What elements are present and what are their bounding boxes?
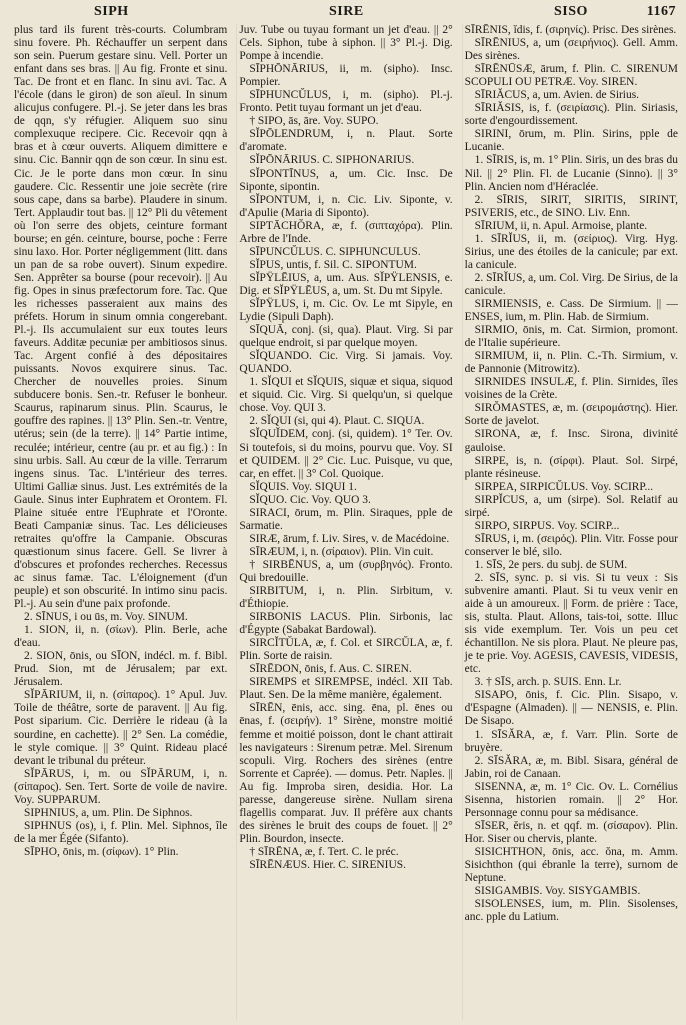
dictionary-entry: SISOLENSES, ium, m. Plin. Sisolenses, anc. pple du Latium.	[464, 898, 678, 924]
dictionary-entry: SĪSER, ĕris, n. et qqf. m. (σίσαρον). Plin. Hor. Siser ou chervis, plante.	[464, 819, 678, 845]
column-middle	[236, 24, 452, 1020]
running-header	[14, 4, 676, 24]
dictionary-entry: 2. SĪS, sync. p. si vis. Si tu veux : Sis subvenire amanti. Plaut. Si tu veux venir en aide à un amoureux. || Form. de prière : Tace, sis, stulta. Plaut. Allons, tais-toi, sotte. Illuc sis vide exemplum. Ter. Vois un peu cet échantillon. Ne sis plora. Plaut. Ne pleure pas, je te prie. Voy. AGESIS, CAVESIS, VIDESIS, etc.	[464, 571, 678, 676]
dictionary-entry: SĬPONTUM, i, n. Cic. Liv. Siponte, v. d'Apulie (Maria di Siponto).	[239, 193, 453, 219]
dictionary-entry: 3. † SĪS, arch. p. SUIS. Enn. Lr.	[474, 676, 622, 689]
dictionary-entry: SĬPUS, untis, f. Sil. C. SIPONTUM.	[249, 258, 417, 271]
dictionary-entry: † SIPO, ās, āre. Voy. SUPO.	[249, 115, 379, 128]
page-number: 1167	[646, 4, 676, 19]
dictionary-entry: SIRPE, is, n. (σίρφι). Plaut. Sol. Sirpé, plante résineuse.	[464, 454, 678, 480]
dictionary-entry: 2. SĪRĬUS, a, um. Col. Virg. De Sirius, de la canicule.	[464, 271, 678, 297]
dictionary-entry: SIRPEA, SIRPICŬLUS. Voy. SCIRP...	[474, 480, 654, 493]
dictionary-entry: 1. SĪRIS, is, m. 1° Plin. Siris, un des bras du Nil. || 2° Plin. Fl. de Lucanie (Sinno). || 3° Plin. Ancien nom d'Héraclée.	[464, 154, 678, 193]
dictionary-entry: 1. SĬQUI et SĬQUIS, siquæ et siqua, siquod et siquid. Cic. Virg. Si quelqu'un, si quelque chose. Voy. QUI 3.	[239, 376, 453, 415]
dictionary-entry: SĬQUANDO. Cic. Virg. Si jamais. Voy. QUANDO.	[239, 350, 453, 376]
dictionary-entry: SĬPŸLUS, i, m. Cic. Ov. Le mt Sipyle, en Lydie (Sipuli Daph).	[239, 297, 453, 324]
dictionary-entry: SĬQUO. Cic. Voy. QUO 3.	[249, 493, 371, 506]
dictionary-entry: SĬPONTĪNUS, a, um. Cic. Insc. De Siponte, sipontin.	[239, 167, 453, 193]
dictionary-entry: SĪRIUM, ii, n. Apul. Armoise, plante.	[474, 219, 648, 232]
dictionary-entry: SĬQUIS. Voy. SIQUI 1.	[249, 480, 357, 493]
dictionary-entry: 2. SĪNUS, i ou ūs, m. Voy. SINUM.	[24, 611, 188, 624]
dictionary-entry: SĪRĒN, ēnis, acc. sing. ēna, pl. ēnes ou ēnas, f. (σειρήν). 1° Sirène, monstre moitié femme et moitié poisson, dont le chant attirait les navigateurs : Sirenum petræ. Mel. Sirenum scopuli. Virg. Rochers des sirènes (entre Sorrente et Caprée). — domus. Petr. Naples. || Au fig. Improba siren, desidia. Hor. La paresse, dangereuse sirène. Nullam sirena flagellis comparat. Juv. Il préfère aux chants des sirènes le bruit des coups de fouet. || 2° Plin. Bourdon, insecte.	[239, 702, 453, 845]
dictionary-entry: SĪPHŌNĀRIUS, ii, m. (sipho). Insc. Pompier.	[239, 63, 453, 89]
dictionary-entry: † SIRBĒNUS, a, um (συρβηνός). Fronto. Qui bredouille.	[239, 558, 453, 584]
dictionary-entry: SĪRĒNÆUS. Hier. C. SIRENIUS.	[249, 859, 406, 871]
dictionary-entry: 1. SĪS, 2e pers. du subj. de SUM.	[474, 558, 628, 571]
dictionary-entry: SISAPO, ōnis, f. Cic. Plin. Sisapo, v. d'Espagne (Almaden). || — NENSIS, e. Plin. De Sisapo.	[464, 689, 678, 728]
dictionary-entry: SĪPHO, ōnis, m. (σίφων). 1° Plin.	[24, 845, 179, 858]
column-left	[14, 24, 227, 1020]
dictionary-entry: SIRMIENSIS, e. Cass. De Sirmium. || — ENSES, ium, m. Plin. Hab. de Sirmium.	[464, 297, 678, 324]
dictionary-entry: Juv. Tube ou tuyau formant un jet d'eau. || 2° Cels. Siphon, tube à siphon. || 3° Pl.-j. Dig. Pompe à incendie.	[239, 24, 453, 63]
dictionary-entry: SĬPŸLĒIUS, a, um. Aus. SĬPŸLENSIS, e. Dig. et SĬPŸLĒUS, a, um. St. Du mt Sipyle.	[239, 271, 453, 297]
dictionary-entry: SIRBONIS LACUS. Plin. Sirbonis, lac d'Égypte (Sabakat Bardowal).	[239, 611, 453, 637]
dictionary-entry: SIREMPS et SIREMPSE, indécl. XII Tab. Plaut. Sen. De la même manière, également.	[239, 676, 453, 702]
dictionary-entry: SIRINI, ōrum, m. Plin. Sirins, pple de Lucanie.	[464, 128, 678, 154]
dictionary-entry: SĪRIĂSIS, is, f. (σειρίασις). Plin. Siriasis, sorte d'engourdissement.	[464, 102, 678, 128]
dictionary-entry: plus tard ils furent très-courts. Columbram sinu fovere. Ph. Réchauffer un serpent dans son sein. Puerum gestare sinu. Vell. Porter un enfant dans ses bras. || Au fig. Fronte et sinu. Tac. De front et en flanc. In sinu avi. Tac. A l'école (dans le giron) de son aïeul. In sinum alicujus confugere. Pl.-j. Se jeter dans les bras de qqn, s'y réfugier. Aliquem suo sinu complexuque recipere. Cic. Recevoir qqn à bras et à cœur ouverts. Aliquem dimittere e sinu. Cic. Bannir qqn de son cœur. In sinu est. Cic. Je le porte dans mon cœur. In sinu gaudere. Cic. Ressentir une joie secrète (rire sous cape, dans sa barbe). Plaudere in sinum. Tert. Applaudir tout bas. || 12° Pli du vêtement où l'on serre des objets, ceinture formant bourse; en gén. ceinture, bourse, poche : Ferre sinu laxo. Hor. Porter négligemment (litt. dans un pan de sa robe ouvert). Sinum expedire. Sen. Apprêter sa bourse (pour recevoir). || Au fig. Opes in sinus præfectorum fore. Tac. Que les richesses passeraient aux mains des préfets. Horum in sinum omnia congerebant. Pl.-j. Ils accumulaient sur eux toutes leurs faveurs. Additæ pecuniæ per ambitiosos sinus. Tac. Argent confié à des dépositaires puissants. Novos exquirere sinus. Tac. Chercher de nouvelles proies. Sinum subducere bonis. Sen.-tr. Refuser le bonheur. Scaurus, rapinarum sinus. Plin. Scaurus, le gouffre des rapines. || 13° Plin. Sen.-tr. Ventre, utérus; sein (de la terre). || 14° Partie intime, reculée; intérieur, centre (au pr. et au fig.) : In sinu urbis. Sall. Au cœur de la ville. Terrarum ingens sinus. Tac. L'intérieur des terres. Ultimi Galliæ sinus. Just. Les extrémités de la Gaule. Sinus inter Euphratem et Orontem. Fl. Plaine située entre l'Euphrate et l'Oronte. Beati Campaniæ sinus. Tac. Les délicieuses retraites qu'offre la Campanie. Obscuras quæstionum sinus facere. Gell. Se livrer à d'obscures et profondes recherches. Recessus ac sinus famæ. Tac. L'éloignement (d'un peuple) et son obscurité. In intimo sinu pacis. Pl.-j. Au sein d'une paix profonde.	[14, 24, 228, 611]
text-columns	[14, 24, 678, 1020]
header-right-guide-word: SISO	[554, 4, 588, 19]
dictionary-entry: SĪRĒNŪSÆ, ārum, f. Plin. C. SIRENUM SCOPULI OU PETRÆ. Voy. SIREN.	[464, 63, 678, 89]
dictionary-entry: SISICHTHON, ōnis, acc. ŏna, m. Amm. Sisichthon (qui ébranle la terre), surnom de Neptune.	[464, 845, 678, 885]
dictionary-entry: SIRMIUM, ii, n. Plin. C.-Th. Sirmium, v. de Pannonie (Mitrowitz).	[464, 350, 678, 376]
dictionary-entry: 1. SION, ii, n. (σίων). Plin. Berle, ache d'eau.	[14, 624, 228, 650]
dictionary-entry: SIPHNIUS, a, um. Plin. De Siphnos.	[24, 806, 193, 819]
dictionary-entry: SĬPŌLENDRUM, i, n. Plaut. Sorte d'aromate.	[239, 128, 453, 154]
dictionary-entry: SIRPO, SIRPUS. Voy. SCIRP...	[474, 519, 620, 532]
dictionary-entry: SIRCĬTŬLA, æ, f. Col. et SIRCŬLA, æ, f. Plin. Sorte de raisin.	[239, 637, 453, 663]
dictionary-entry: SĪPHUNCŬLUS, i, m. (sipho). Pl.-j. Fronto. Petit tuyau formant un jet d'eau.	[239, 89, 453, 115]
dictionary-entry: SIRÆ, ārum, f. Liv. Sires, v. de Macédoine.	[249, 532, 450, 545]
dictionary-entry: SĬPĀRIUM, ii, n. (σίπαρος). 1° Apul. Juv. Toile de théâtre, sorte de paravent. || Au fig. Post siparium. Cic. Derrière le rideau (à la sourdine, en cachette). || 2° Sen. La comédie, le style comique. || 3° Quint. Rideau placé devant le tribunal du préteur.	[14, 689, 228, 767]
dictionary-entry: SĪPUNCŬLUS. C. SIPHUNCULUS.	[249, 245, 421, 258]
dictionary-entry: SIPTĀCHŎRA, æ, f. (σιπταχόρα). Plin. Arbre de l'Inde.	[239, 219, 453, 245]
dictionary-entry: 2. SĪRIS, SIRIT, SIRITIS, SIRINT, PSIVERIS, etc., de SINO. Liv. Enn.	[464, 193, 678, 219]
dictionary-entry: 2. SĪSĂRA, æ, m. Bibl. Sisara, général de Jabin, roi de Canaan.	[464, 754, 678, 780]
dictionary-entry: 2. SION, ōnis, ou SĪON, indécl. m. f. Bibl. Prud. Sion, mt de Jérusalem; par ext. Jérusalem.	[14, 650, 228, 689]
dictionary-entry: SIRMIO, ōnis, m. Cat. Sirmion, promont. de l'Italie supérieure.	[464, 324, 678, 350]
dictionary-entry: SISENNA, æ, m. 1° Cic. Ov. L. Cornélius Sisenna, historien romain. || 2° Hor. Personnage connu pour sa médisance.	[464, 780, 678, 819]
dictionary-entry: SIRNIDES INSULÆ, f. Plin. Sirnides, îles voisines de la Crète.	[464, 376, 678, 402]
dictionary-entry: SĪRÆUM, i, n. (σίραιον). Plin. Vin cuit.	[249, 545, 434, 558]
dictionary-entry: SISIGAMBIS. Voy. SISYGAMBIS.	[474, 885, 641, 898]
dictionary-entry: SIRONA, æ, f. Insc. Sirona, divinité gauloise.	[464, 428, 678, 454]
dictionary-entry: SIRPĬCUS, a, um (sirpe). Sol. Relatif au sirpé.	[464, 493, 678, 519]
dictionary-entry: 1. SĪRĬUS, ii, m. (σείριος). Virg. Hyg. Sirius, une des étoiles de la canicule; par ext. la canicule.	[464, 232, 678, 271]
dictionary-entry: SĪRĒDON, ōnis, f. Aus. C. SIREN.	[249, 663, 412, 676]
dictionary-entry: 1. SĪSĂRA, æ, f. Varr. Plin. Sorte de bruyère.	[464, 728, 678, 754]
dictionary-entry: 2. SĬQUI (si, qui 4). Plaut. C. SIQUA.	[249, 415, 425, 428]
dictionary-entry: SĬQUĬDEM, conj. (si, quidem). 1° Ter. Ov. Si toutefois, si du moins, pourvu que. Voy. SI et QUIDEM. || 2° Cic. Luc. Puisque, vu que, car, en effet. || 3° Col. Quoique.	[239, 428, 453, 480]
dictionary-entry: SĪRUS, i, m. (σειρός). Plin. Vitr. Fosse pour conserver le blé, silo.	[464, 532, 678, 558]
dictionary-entry: SĪRIĂCUS, a, um. Avien. de Sirius.	[474, 89, 640, 102]
header-left-guide-word: SIPH	[94, 4, 129, 19]
dictionary-entry: SĬPŌNĀRIUS. C. SIPHONARIUS.	[249, 154, 415, 167]
dictionary-entry: † SĪRĒNA, æ, f. Tert. C. le préc.	[249, 845, 399, 858]
dictionary-entry: SIRŎMASTES, æ, m. (σειρομάστης). Hier. Sorte de javelot.	[464, 402, 678, 428]
dictionary-entry: SĬPĀRUS, i, m. ou SĬPĀRUM, i, n. (σίπαρος). Sen. Tert. Sorte de voile de navire. Voy. SUPPARUM.	[14, 767, 228, 806]
column-right	[462, 24, 678, 1020]
dictionary-entry: SIRBITUM, i, n. Plin. Sirbitum, v. d'Éthiopie.	[239, 585, 453, 611]
dictionary-entry: SĪRĒNIUS, a, um (σειρήνιος). Gell. Amm. Des sirènes.	[464, 37, 678, 63]
dictionary-entry: SIRACI, ōrum, m. Plin. Siraques, pple de Sarmatie.	[239, 506, 453, 532]
dictionary-entry: SIPHNUS (os), i, f. Plin. Mel. Siphnos, île de la mer Égée (Sifanto).	[14, 819, 228, 845]
dictionary-entry: SĪRĒNIS, ĭdis, f. (σιρηνίς). Prisc. Des sirènes.	[464, 24, 677, 36]
header-center-guide-word: SIRE	[329, 4, 364, 19]
dictionary-entry: SĪQUĀ, conj. (si, qua). Plaut. Virg. Si par quelque endroit, si par quelque moyen.	[239, 324, 453, 350]
